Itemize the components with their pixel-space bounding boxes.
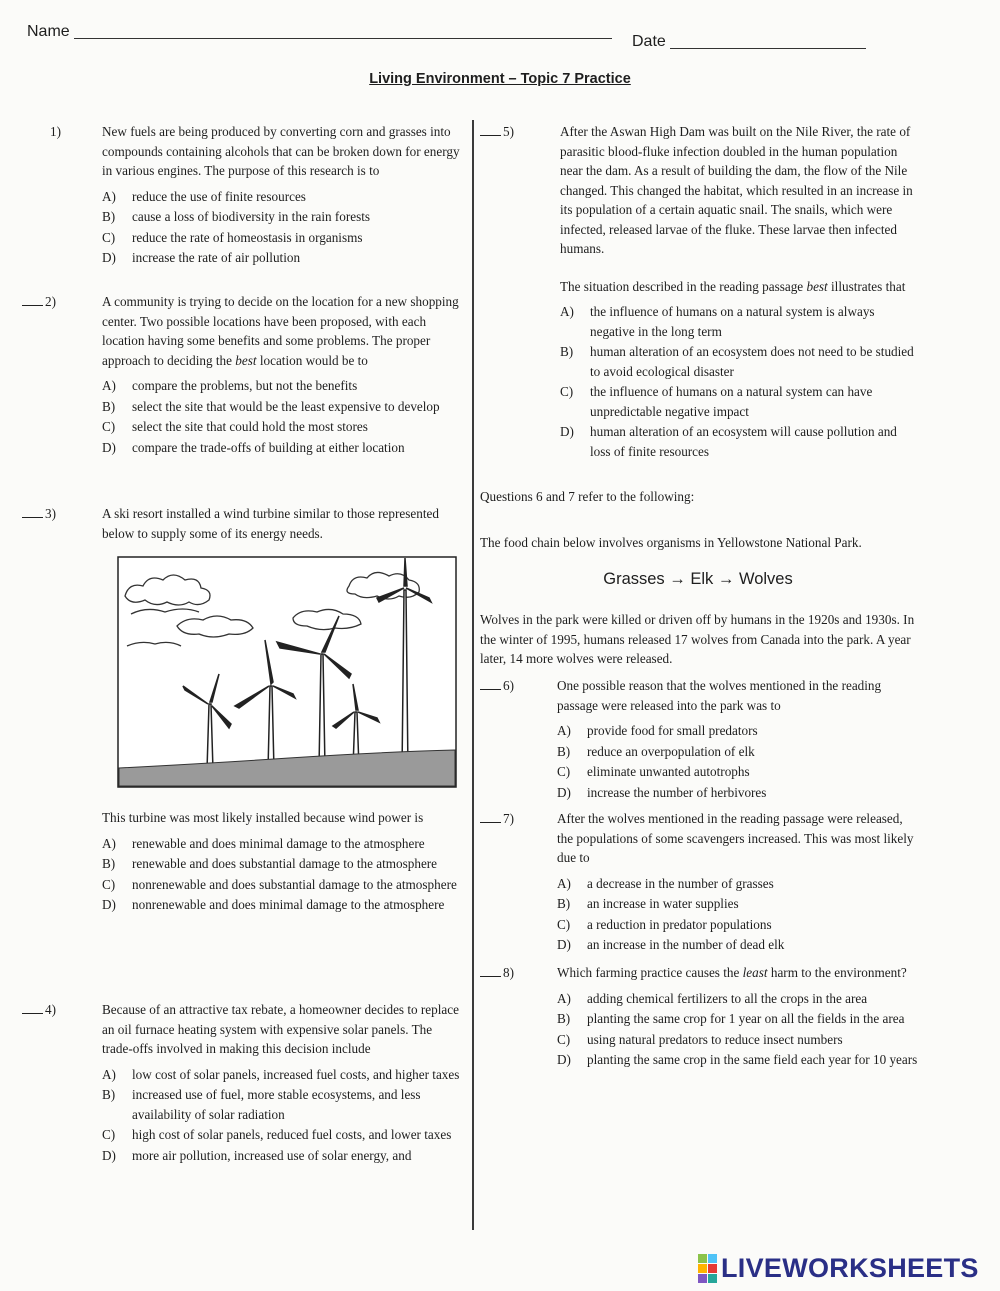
answer-option[interactable]: A) provide food for small predators bbox=[557, 723, 758, 738]
question-7 bbox=[480, 809, 920, 956]
date-field[interactable] bbox=[670, 48, 866, 49]
question-number: 6) bbox=[503, 678, 514, 693]
question-3 bbox=[0, 504, 465, 543]
passage-text: Wolves in the park were killed or driven off by humans in the 1920s and 1930s. In the winter of 1995, humans released 17 wolves from Canada into the park. A year later, 14 more wolves were released. bbox=[480, 612, 915, 666]
answer-option[interactable]: B) select the site that would be the least expensive to develop bbox=[102, 398, 440, 414]
answer-option[interactable]: B) increased use of fuel, more stable ecosystems, and less availability of solar radiation bbox=[102, 1087, 421, 1122]
answer-option[interactable]: D) human alteration of an ecosystem will cause pollution and loss of finite resources bbox=[560, 424, 897, 459]
answer-option[interactable]: C) using natural predators to reduce insect numbers bbox=[557, 1031, 843, 1047]
food-chain: Grasses → Elk → Wolves bbox=[603, 570, 793, 588]
answer-option[interactable]: A) reduce the use of finite resources bbox=[102, 188, 306, 204]
answer-option[interactable]: A) a decrease in the number of grasses bbox=[557, 875, 774, 891]
question-number: 2) bbox=[45, 294, 56, 309]
answer-option[interactable]: C) nonrenewable and does substantial damage to the atmosphere bbox=[102, 876, 457, 892]
answer-option[interactable]: D) planting the same crop in the same field each year for 10 years bbox=[557, 1052, 918, 1067]
answer-option[interactable]: A) the influence of humans on a natural system is always negative in the long term bbox=[560, 304, 875, 339]
answer-option[interactable]: B) cause a loss of biodiversity in the rain forests bbox=[102, 209, 371, 224]
question-6 bbox=[480, 676, 920, 803]
date-label: Date bbox=[632, 33, 666, 50]
question-8 bbox=[480, 963, 920, 1071]
answer-option[interactable]: D) increase the number of herbivores bbox=[557, 784, 767, 800]
question-3-continued bbox=[0, 808, 465, 916]
answer-option[interactable]: B) an increase in water supplies bbox=[557, 896, 739, 911]
answer-option[interactable]: C) eliminate unwanted autotrophs bbox=[557, 764, 750, 779]
question-stem: This turbine was most likely installed because wind power is bbox=[102, 810, 424, 825]
question-4 bbox=[0, 1000, 465, 1166]
answer-blank[interactable] bbox=[480, 976, 501, 977]
question-number: 7) bbox=[503, 811, 514, 826]
question-stem: After the wolves mentioned in the reading passage were released, the populations of some scavengers increased. This was most likely due to bbox=[557, 811, 914, 865]
question-5 bbox=[480, 122, 920, 462]
answer-option[interactable]: A) renewable and does minimal damage to the atmosphere bbox=[102, 835, 425, 851]
question-stem: One possible reason that the wolves mentioned in the reading passage were released into the park was to bbox=[557, 678, 882, 713]
passage-intro: Questions 6 and 7 refer to the following: bbox=[480, 489, 695, 504]
question-stem: New fuels are being produced by converting corn and grasses into compounds containing alcohols that can be broken down for energy in various engines. The purpose of this research is to bbox=[102, 124, 460, 178]
answer-option[interactable]: C) high cost of solar panels, reduced fuel costs, and lower taxes bbox=[102, 1127, 452, 1142]
answer-option[interactable]: C) a reduction in predator populations bbox=[557, 916, 772, 932]
liveworksheets-mark-icon bbox=[698, 1254, 717, 1283]
answer-option[interactable]: D) nonrenewable and does minimal damage to the atmosphere bbox=[102, 897, 445, 912]
answer-option[interactable]: C) reduce the rate of homeostasis in organisms bbox=[102, 229, 363, 245]
question-number: 5) bbox=[503, 124, 514, 139]
answer-option[interactable]: B) renewable and does substantial damage to the atmosphere bbox=[102, 856, 438, 871]
question-stem: Which farming practice causes the least harm to the environment? bbox=[557, 965, 907, 980]
name-field[interactable] bbox=[74, 38, 612, 39]
answer-option[interactable]: B) human alteration of an ecosystem does not need to be studied to avoid ecological disaster bbox=[560, 344, 914, 379]
answer-blank[interactable] bbox=[480, 822, 501, 823]
answer-option[interactable]: A) compare the problems, but not the benefits bbox=[102, 378, 358, 393]
answer-option[interactable]: C) the influence of humans on a natural system can have unpredictable negative impact bbox=[560, 384, 873, 419]
question-1 bbox=[0, 122, 465, 269]
question-number: 4) bbox=[45, 1002, 56, 1017]
answer-option[interactable]: B) planting the same crop for 1 year on all the fields in the area bbox=[557, 1011, 905, 1026]
wind-turbine-figure bbox=[117, 556, 457, 788]
answer-blank[interactable] bbox=[22, 1013, 43, 1014]
answer-option[interactable]: C) select the site that could hold the most stores bbox=[102, 419, 368, 434]
answer-option[interactable]: D) an increase in the number of dead elk bbox=[557, 937, 785, 952]
answer-option[interactable]: D) more air pollution, increased use of solar energy, and bbox=[102, 1147, 412, 1163]
question-prompt: The situation described in the reading passage best illustrates that bbox=[560, 278, 906, 294]
page-title: Living Environment – Topic 7 Practice bbox=[369, 71, 631, 87]
name-label: Name bbox=[27, 23, 70, 40]
question-stem: Because of an attractive tax rebate, a homeowner decides to replace an oil furnace heating system with expensive solar panels. The trade-offs involved in making this decision include bbox=[102, 1002, 459, 1056]
food-chain-intro: The food chain below involves organisms in Yellowstone National Park. bbox=[480, 535, 862, 550]
answer-option[interactable]: A) adding chemical fertilizers to all the crops in the area bbox=[557, 990, 868, 1006]
answer-option[interactable]: D) increase the rate of air pollution bbox=[102, 250, 301, 265]
liveworksheets-logo[interactable] bbox=[698, 1254, 979, 1283]
answer-blank[interactable] bbox=[480, 135, 501, 136]
answer-option[interactable]: B) reduce an overpopulation of elk bbox=[557, 743, 755, 759]
question-2 bbox=[0, 292, 465, 458]
question-number: 8) bbox=[503, 965, 514, 980]
question-stem: After the Aswan High Dam was built on the Nile River, the rate of parasitic blood-fluke infection doubled in the human population near the dam. As a result of building the dam, the flow of the Nile changed. This changed the habitat, which resulted in an increase in its population of a certain aquatic snail. The snails, which were infected, released larvae of the fluke. These larvae then infected humans. bbox=[560, 124, 913, 256]
question-number: 3) bbox=[45, 506, 56, 521]
answer-blank[interactable] bbox=[480, 689, 501, 690]
answer-option[interactable]: A) low cost of solar panels, increased fuel costs, and higher taxes bbox=[102, 1066, 460, 1082]
question-number: 1) bbox=[50, 124, 61, 139]
answer-option[interactable]: D) compare the trade-offs of building at either location bbox=[102, 439, 405, 455]
logo-text: LIVEWORKSHEETS bbox=[721, 1252, 979, 1283]
question-stem: A ski resort installed a wind turbine similar to those represented below to supply some of its energy needs. bbox=[102, 506, 439, 541]
column-divider bbox=[472, 120, 474, 1230]
answer-blank[interactable] bbox=[22, 517, 43, 518]
answer-blank[interactable] bbox=[22, 305, 43, 306]
question-stem: A community is trying to decide on the location for a new shopping center. Two possible locations have been proposed, with each location having some benefits and some problems. The proper approach to deciding the best location would be to bbox=[102, 294, 459, 368]
